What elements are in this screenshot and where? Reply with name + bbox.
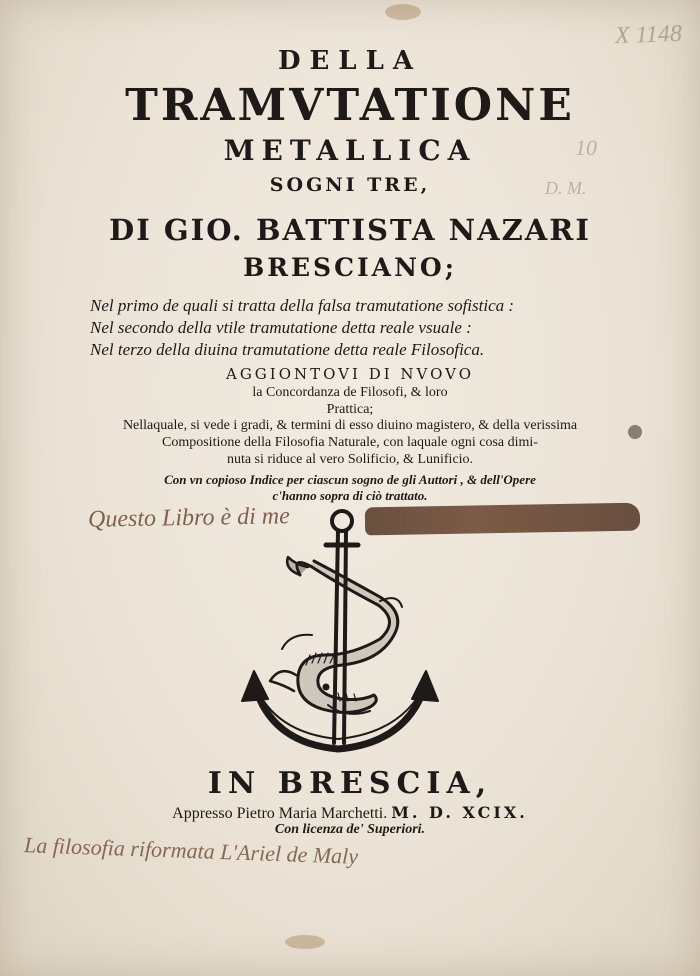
addition-line: Nellaquale, si vede i gradi, & termini di esso diuino magistero, & della verissima	[122, 418, 578, 433]
anchor-dolphin-icon	[230, 505, 450, 765]
dream-description-1: Nel primo de quali si tratta della falsa tramutatione sofistica :	[90, 296, 515, 315]
manuscript-note: La filosofia riformata L'Ariel de Maly	[23, 832, 359, 869]
author-origin: BRESCIANO;	[243, 253, 457, 282]
license-line: Con licenza de' Superiori.	[274, 822, 426, 837]
dream-description-2: Nel secondo della vtile tramutatione detta reale vsuale :	[90, 318, 472, 337]
paper-stain	[385, 4, 421, 20]
margin-note: 10	[575, 135, 597, 160]
dream-description-3: Nel terzo della diuina tramutatione detta reale Filosofica.	[90, 340, 485, 359]
imprint-printer-line	[0, 803, 700, 823]
title-line-sogni: SOGNI TRE,	[269, 174, 431, 196]
addition-heading: AGGIONTOVI DI NVOVO	[225, 365, 475, 383]
addition-line: nuta si riduce al vero Solificio, & Lunificio.	[226, 452, 474, 467]
paper-stain	[285, 935, 325, 949]
addition-line: Compositione della Filosofia Naturale, con laquale ogni cosa dimi-	[162, 435, 538, 450]
index-note: c'hanno sopra di ciò trattato.	[272, 488, 428, 503]
title-line-della: DELLA	[277, 46, 423, 76]
title-line-metallica: METALLICA	[223, 134, 477, 167]
printer-name: Appresso Pietro Maria Marchetti.	[172, 805, 388, 822]
author-line: DI GIO. BATTISTA NAZARI	[109, 213, 591, 247]
publication-year: M. D. XCIX.	[391, 803, 528, 822]
shelfmark-note: X 1148	[614, 20, 683, 50]
addition-line: la Concordanza de Filosofi, & loro	[252, 385, 448, 400]
index-note: Con vn copioso Indice per ciascun sogno de gli Auttori , & dell'Opere	[164, 472, 536, 487]
ownership-inscription: Questo Libro è di me	[87, 503, 290, 533]
margin-note: D. M.	[545, 178, 587, 198]
imprint-place: IN BRESCIA,	[207, 766, 493, 801]
title-line-tramutatione: TRAMVTATIONE	[125, 80, 575, 131]
addition-line: Prattica;	[326, 402, 374, 417]
